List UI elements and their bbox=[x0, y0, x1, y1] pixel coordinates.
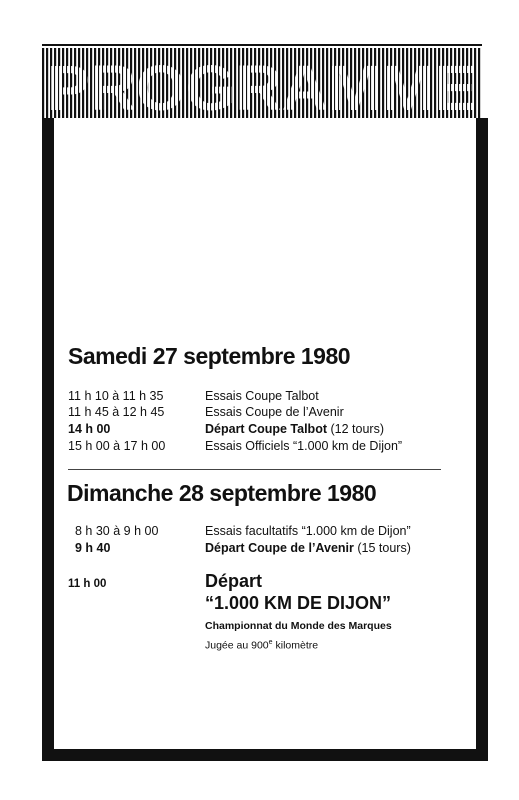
row-desc-main: Départ Coupe de l’Avenir bbox=[205, 541, 354, 555]
judged-pre: Jugée au 900 bbox=[205, 639, 269, 652]
row-desc bbox=[205, 422, 384, 436]
programme-banner bbox=[42, 44, 482, 122]
sunday-title: Dimanche 28 septembre 1980 bbox=[67, 480, 377, 506]
saturday-title: Samedi 27 septembre 1980 bbox=[68, 343, 351, 369]
main-event-name: “1.000 KM DE DIJON” bbox=[205, 593, 392, 613]
row-desc bbox=[205, 541, 411, 555]
row-desc: Essais Coupe de l’Avenir bbox=[205, 405, 344, 419]
section-divider bbox=[68, 469, 441, 470]
row-time: 11 h 45 à 12 h 45 bbox=[68, 405, 165, 419]
row-desc: Essais Officiels “1.000 km de Dijon” bbox=[205, 439, 403, 453]
row-desc-main: Départ Coupe Talbot bbox=[205, 422, 327, 436]
main-event-judged bbox=[205, 639, 318, 652]
judged-sup: e bbox=[268, 639, 273, 646]
row-time: 9 h 40 bbox=[75, 541, 111, 555]
row-desc-extra: (12 tours) bbox=[330, 422, 384, 436]
row-time: 11 h 10 à 11 h 35 bbox=[68, 389, 164, 403]
row-time: 15 h 00 à 17 h 00 bbox=[68, 439, 166, 453]
row-desc-extra: (15 tours) bbox=[357, 541, 411, 555]
row-desc: Essais Coupe Talbot bbox=[205, 389, 319, 403]
judged-post: kilomètre bbox=[272, 639, 319, 652]
row-time: 8 h 30 à 9 h 00 bbox=[75, 524, 159, 538]
row-time: 14 h 00 bbox=[68, 422, 111, 436]
row-time: 11 h 00 bbox=[68, 578, 107, 590]
row-desc: Essais facultatifs “1.000 km de Dijon” bbox=[205, 524, 411, 538]
main-event-depart: Départ bbox=[205, 571, 263, 591]
main-event-championship: Championnat du Monde des Marques bbox=[205, 620, 392, 632]
